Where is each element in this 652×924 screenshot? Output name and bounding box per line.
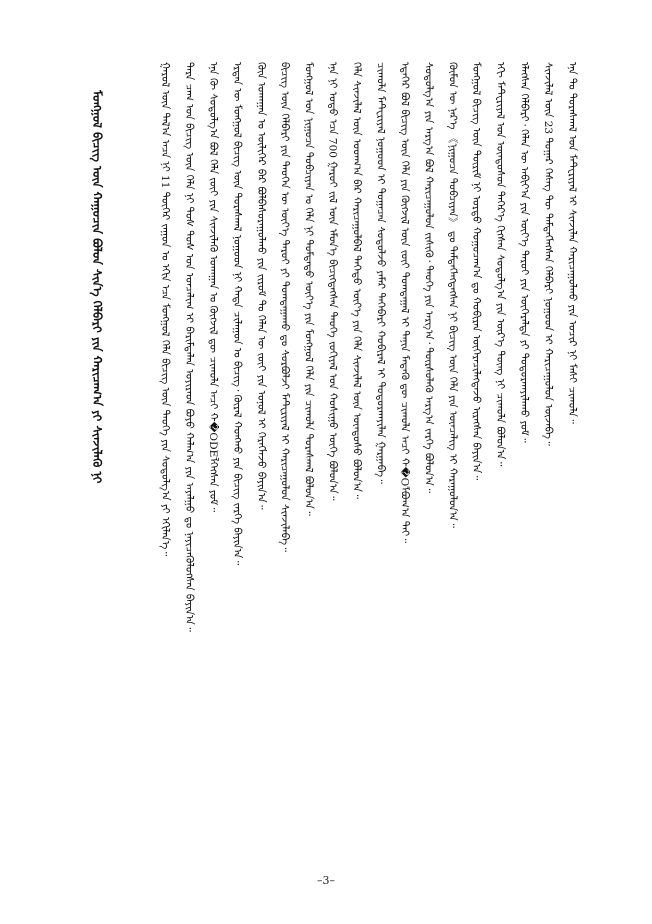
text-column: ᠰᠢᠨᠵᠢᠯᠡᠯ ᠦᠨ 23 ᠳᠤᠭᠠᠷ ᠬᠡᠰᠡᠭ ᠲᠦ ᠲᠡᠮᠳᠡᠭᠯᠡᠭᠰᠡᠨ ᠬᠡᠯᠪᠡᠷᠢ ᠨᠤᠭᠤᠳ ᠢ ᠬᠠᠷᠢᠴᠠᠭᠤᠯᠤᠨ ᠦᠵᠡᠪᠡ᠃	[542, 62, 554, 446]
text-column: ᠮᠣᠩᠭᠣᠯ ᠤᠨ ᠨᠢᠭᠤᠴᠠ ᠲᠣᠪᠴᠢᠶᠠᠨ ᠤ ᠬᠡᠯᠡ ᠨᠢ ᠳᠤᠮᠳᠠᠳᠤ ᠦᠶ᠎ᠡ ᠶᠢᠨ ᠮᠣᠩᠭᠣᠯ ᠬᠡᠯᠡ ᠶᠢᠨ ᠴᠢᠬᠤᠯᠠ ᠳᠤᠷᠠᠰᠬᠠᠯ ᠪᠣᠯᠤᠨ᠎ᠠ᠃	[302, 62, 315, 516]
page-title: ᠮᠣᠩᠭᠣᠯ ᠪᠢᠴᠢᠭ ᠦᠨ ᠬᠠᠭᠤᠴᠢᠨ ᠪᠤᠯᠤᠨ ᠰᠢᠨ᠎ᠡ ᠬᠡᠯᠪᠡᠷᠢ ᠶᠢᠨ ᠬᠠᠷᠢᠴᠠᠭ᠎ᠠ ᠶᠢ ᠰᠢᠨᠵᠢᠯᠡᠬᠦ ᠨᠢ	[90, 90, 104, 484]
text-column: ᠬᠡᠯᠡ ᠰᠢᠨᠵᠢᠯᠡᠯ ᠦᠨ ᠤᠳᠬ᠎ᠠ ᠪᠡᠷ ᠬᠠᠷᠢᠴᠠᠭᠤᠯᠪᠠᠯ ᠳᠡᠭᠡᠳᠦ ᠦᠶ᠎ᠡ ᠶᠢᠨ ᠬᠡᠯᠡ ᠰᠢᠨᠵᠢᠯᠡᠯ ᠦᠨ ᠦᠨᠳᠦᠰᠦ ᠪᠣᠯᠤᠨ᠎ᠠ᠃	[350, 62, 363, 499]
text-column: ᠡᠨᠡ ᠬᠦ ᠰᠤᠳᠤᠯᠭ᠎ᠠ ᠪᠣᠯ ᠬᠡᠯᠡ ᠵᠦᠢ ᠶᠢᠨ ᠰᠢᠨᠵᠢᠯᠡᠬᠦ ᠤᠬᠠᠭᠠᠨ ᠤ ᠬᠦᠭᠵᠢᠯ ᠳᠦ ᠴᠢᠬᠤᠯᠠ ᠠᠴᠢ ᠬ�ODEᠯᠭᠡᠭᠰᠡᠨ ᠶᠤᠮ᠃	[206, 62, 219, 513]
text-column: ᠮᠣᠩᠭᠣᠯ ᠪᠢᠴᠢᠭ ᠦᠨ ᠳᠦᠷᠢᠮ ᠨᠢ ᠤᠷᠲᠤ ᠬᠤᠭᠤᠴᠠᠭ᠎ᠠ ᠳᠤ ᠬᠤᠪᠢᠷᠠᠨ ᠥᠭᠡᠷᠡᠴᠢᠯᠡᠭᠳᠡᠵᠦ ᠢᠷᠡᠭᠰᠡᠨ ᠪᠠᠶᠢᠨ᠎ᠠ᠃	[470, 62, 483, 481]
text-column: ᠭᠠᠷᠤᠯ ᠦᠨ ᠲᠠᠯ᠎ᠠ ᠠᠴᠠ ᠨᠢ 11 ᠳᠦᠭᠡᠷ ᠵᠠᠭᠤᠨ ᠤ ᠡᠬᠢᠨ ᠡᠴᠡ ᠮᠣᠩᠭᠣᠯ ᠬᠡᠯᠡ ᠪᠢᠴᠢᠭ ᠦᠨ ᠲᠡᠦᠬᠡ ᠶᠢᠨ ᠰᠤᠳᠤᠯᠭ᠎ᠠ ᠶᠢ ᠡᠬᠢᠯᠡᠨ᠎ᠡ᠃	[159, 62, 171, 557]
text-column: ᠬᠦᠮᠦᠨ ᠦ ᠨᠡᠷ᠎ᠡ 《ᠨᠢᠭᠤᠴᠠ ᠲᠣᠪᠴᠢᠶᠠᠨ》 ᠳᠤ ᠲᠡᠮᠳᠡᠭᠯᠡᠭᠳᠡᠭᠰᠡᠨ ᠨᠢ ᠪᠢᠴᠢᠭ ᠦᠨ ᠬᠡᠯᠡ ᠶᠢᠨ ᠦᠨᠴᠡᠯᠢᠭ ᠢ ᠬᠠᠷᠠᠭᠤᠯᠤᠨ᠎ᠠ᠃	[446, 62, 459, 528]
text-column: ᠪᠢᠴᠢᠭ ᠦᠨ ᠬᠡᠯᠪᠡᠷᠢ ᠶᠢᠨ ᠲᠡᠦᠬᠡᠨ ᠦ ᠦᠶ᠎ᠡ ᠳᠠᠷᠤᠢ ᠶᠢ ᠲᠣᠭᠲᠠᠭᠠᠬᠤ ᠳᠤ ᠰᠤᠷᠪᠤᠯᠵᠢ ᠮᠠᠲᠸᠷᠢᠶᠠᠯ ᠢ ᠬᠠᠷᠢᠴᠠᠭᠤᠯᠤᠨ ᠰᠢᠨᠵᠢᠯᠡᠪᠡ᠃	[278, 62, 291, 552]
text-column: ᠴᠢᠬᠤᠯᠠ ᠮᠠᠲᠸᠷᠢᠶᠠᠯ ᠨᠤᠭᠤᠳ ᠢ ᠲᠣᠭᠠᠴᠠᠨ ᠰᠤᠳᠤᠯᠵᠤ ᠶᠠᠮᠠᠷ ᠲᠡᠭᠡᠪᠡᠷᠢ ᠬᠤᠪᠢᠷᠠᠯ ᠢ ᠲᠣᠳᠤᠷᠬᠠᠶᠢᠯᠠᠨ ᠭᠠᠷᠭᠠᠪᠠ᠃	[374, 62, 387, 484]
text-column: ᠡᠨᠡ ᠲᠤ ᠳᠤᠷᠠᠰᠬᠠᠯ ᠤᠨ ᠮᠠᠲᠸᠷᠢᠶᠠᠯ ᠢ ᠰᠢᠨᠵᠢᠯᠡᠨ ᠬᠠᠷᠢᠴᠠᠭᠤᠯᠬᠤ ᠶᠢᠨ ᠤᠴᠢᠷ ᠨᠢ ᠮᠠᠰᠢ ᠴᠢᠬᠤᠯᠠ᠃	[565, 62, 578, 424]
text-column: ᠡᠬᠢ ᠮᠠᠲᠸᠷᠢᠶᠠᠯ ᠤᠨ ᠦᠨᠳᠦᠰᠦᠨ ᠳᠡᠭᠡᠷ᠎ᠡ ᠬᠢᠭᠰᠡᠨ ᠰᠤᠳᠤᠯᠭ᠎ᠠ ᠶᠢᠨ ᠦᠷ᠎ᠡ ᠳᠦᠩ ᠨᠢ ᠴᠢᠬᠤᠯᠠ ᠪᠣᠯᠤᠨ᠎ᠠ᠃	[494, 62, 507, 467]
page-number: –3–	[317, 874, 335, 887]
body-text	[158, 62, 578, 852]
text-column: ᠡᠳᠡᠭᠡᠷ ᠪᠣᠯ ᠪᠢᠴᠢᠭ ᠦᠨ ᠬᠡᠯᠡ ᠶᠢᠨ ᠬᠦᠭᠵᠢᠯ ᠦᠨ ᠵᠦᠢ ᠲᠣᠭᠲᠠᠭᠠᠯ ᠢ ᠲᠠᠨᠢᠨ ᠮᠡᠳᠡᠬᠦ ᠳᠦ ᠴᠢᠬᠤᠯᠠ ᠠᠴᠢ ᠬ�Oᠯᠪᠤᠭ᠎ᠠ ᠲᠠᠢ᠃	[398, 62, 411, 544]
text-column: ᠰᠤᠳᠤᠯᠭ᠎ᠠ ᠶᠢᠨ ᠠᠷᠭ᠎ᠠ ᠪᠣᠯ ᠬᠠᠷᠢᠴᠠᠭᠤᠯᠤᠨ ᠵᠢᠱᠢᠬᠦ᠂ ᠲᠡᠦᠬᠡ ᠶᠢᠨ ᠠᠷᠭ᠎ᠠ᠂ ᠳᠦᠷᠰᠦᠯᠡᠬᠦ ᠠᠷᠭ᠎ᠠ ᠵᠡᠷᠭᠡ ᠪᠣᠯᠤᠨ᠎ᠠ᠃	[422, 62, 435, 493]
text-column: ᠲᠡᠷᠡ ᠴᠠᠭ ᠤᠨ ᠪᠢᠴᠢᠭ ᠦᠨ ᠬᠡᠯᠡ ᠨᠢ ᠲᠤᠰ ᠲᠤᠰ ᠤᠨ ᠤᠨᠴᠠᠯᠢᠭ ᠢ ᠪᠠᠷᠢᠮᠲᠠᠯᠠᠨ ᠣᠶᠢᠷᠠᠳ ᠪᠤᠶᠤ ᠬᠠᠯᠬ᠎ᠠ ᠶᠢᠨ ᠠᠶᠠᠯᠭᠤ ᠳᠤ ᠨᠡᠶᠢᠴᠡᠭᠦᠯᠦᠭᠰᠡᠨ ᠪᠠᠶᠢᠨ᠎ᠠ᠃	[182, 62, 195, 632]
text-column: ᠡᠨᠡ ᠨᠢ ᠣᠳᠣ ᠡᠴᠡ 700 ᠭᠠᠷᠤᠢ ᠵᠢᠯ ᠦᠨ ᠡᠮᠦᠨ᠎ᠡ ᠪᠢᠴᠢᠭᠳᠡᠭᠰᠡᠨ ᠲᠡᠦᠬᠡ ᠵᠣᠬᠢᠶᠠᠯ ᠤᠨ ᠬᠣᠰᠢᠭᠤ ᠦᠭᠡ ᠪᠣᠯᠤᠨ᠎ᠠ᠃	[326, 62, 339, 501]
text-column: ᠭᠦᠨ ᠤᠬᠠᠭᠠᠨ ᠤ ᠦᠯᠢᠭᠡᠷ ᠪᠠᠷ ᠪᠣᠯᠪᠠᠰᠤᠷᠠᠭᠤᠯᠬᠤ ᠶᠢᠨ ᠵᠢᠷᠤᠮ ᠲᠤ ᠬᠡᠯᠡᠨ ᠦ ᠵᠦᠢ ᠶᠢᠨ ᠣᠨᠣᠯ ᠢ ᠬᠡᠷᠡᠭᠯᠡᠵᠦ ᠪᠠᠶᠢᠨ᠎ᠠ᠃	[254, 62, 267, 510]
text-column: ᠡᠯᠡᠭᠰᠡᠨ ᠬᠡᠯᠪᠡᠷᠢ᠂ ᠬᠡᠯᠡᠨ ᠦ ᠠᠪᠢᠶ᠎ᠠ ᠶᠢᠨ ᠦᠶ᠎ᠡ ᠳᠠᠷᠤᠢ ᠶᠢᠨ ᠥᠭᠡᠷᠡᠯᠲᠡ ᠶᠢ ᠲᠣᠳᠤᠷᠬᠠᠶᠢᠯᠠᠬᠤ ᠶᠤᠮ᠃	[518, 62, 531, 443]
text-column: ᠡᠷᠲᠡᠨ ᠦ ᠮᠣᠩᠭᠣᠯ ᠪᠢᠴᠢᠭ ᠦᠨ ᠳᠤᠷᠠᠰᠬᠠᠯ ᠨᠤᠭᠤᠳ ᠨᠢ ᠬᠠᠳᠠ ᠴᠢᠯᠠᠭᠤᠨ ᠤ ᠪᠢᠴᠢᠭ᠂ ᠬᠦᠷᠡᠯ ᠬᠤᠩᠬᠤ ᠶᠢᠨ ᠪᠢᠴᠢᠭ ᠵᠡᠷᠭᠡ ᠪᠠᠶᠢᠨ᠎ᠠ᠃	[230, 62, 243, 566]
